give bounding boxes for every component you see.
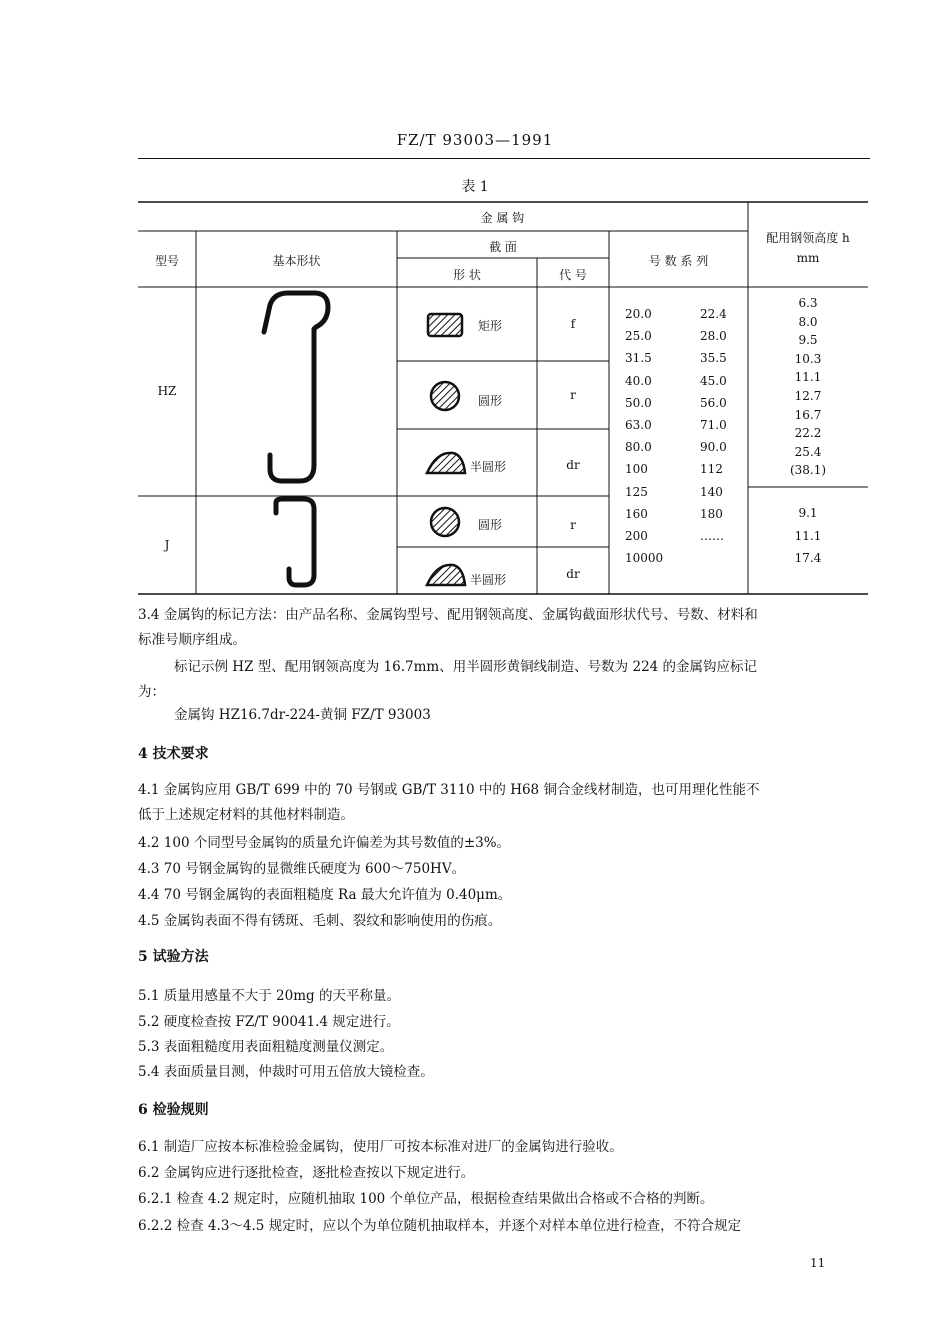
height-value: 11.1 (794, 528, 822, 543)
number-value: 50.0 (625, 395, 652, 410)
section-code-dr-j: dr (566, 567, 580, 581)
col-header-type: 型号 (154, 254, 179, 268)
number-series-left (625, 303, 663, 569)
number-value: 40.0 (625, 373, 652, 388)
clause-4-3: 4.3 70 号钢金属钩的显微维氏硬度为 600～750HV。 (138, 861, 466, 877)
number-value: 31.5 (625, 351, 652, 366)
ring-heights-j (748, 502, 868, 570)
number-value: 10000 (625, 551, 664, 566)
section-4-title: 4 技术要求 (138, 746, 209, 762)
section-code-r-j: r (570, 518, 576, 532)
number-value: 25.0 (625, 329, 652, 344)
j-hook-shape (276, 499, 314, 585)
number-value: 63.0 (625, 418, 652, 433)
marking-example-line2: 为： (138, 684, 165, 700)
clause-5-2: 5.2 硬度检查按 FZ/T 90041.4 规定进行。 (138, 1014, 400, 1030)
number-value: 100 (625, 462, 648, 477)
number-value: 71.0 (700, 418, 727, 433)
section-code-dr: dr (566, 458, 580, 472)
number-value: 180 (700, 506, 723, 521)
height-value: 25.4 (794, 444, 822, 459)
number-value: 56.0 (700, 395, 727, 410)
number-value: 160 (625, 506, 648, 521)
clause-5-3: 5.3 表面粗糙度用表面粗糙度测量仪测定。 (138, 1039, 394, 1055)
clause-4-1-line1: 4.1 金属钩应用 GB/T 699 中的 70 号钢或 GB/T 3110 中的 H68 铜合金线材制造，也可用理化性能不 (138, 782, 760, 798)
section-shape-round: 圆形 (478, 394, 503, 408)
marking-example-line1: 标记示例 HZ 型、配用钢领高度为 16.7mm、用半圆形黄铜线制造、号数为 224 的金属钩应标记 (174, 659, 758, 675)
height-value: 17.4 (794, 551, 822, 565)
clause-5-1: 5.1 质量用感量不大于 20mg 的天平称量。 (138, 988, 400, 1004)
section-shape-round-j: 圆形 (478, 518, 503, 532)
section-5-title: 5 试验方法 (138, 949, 209, 965)
height-value: 9.5 (798, 333, 818, 348)
clause-4-1-line2: 低于上述规定材料的其他材料制造。 (138, 807, 354, 823)
number-value: 20.0 (625, 307, 652, 321)
half-circle-section-icon-j (427, 565, 465, 585)
number-value: 90.0 (700, 440, 727, 455)
number-value: 200 (625, 529, 648, 544)
clause-6-2-1: 6.2.1 检查 4.2 规定时，应随机抽取 100 个单位产品，根据检查结果做出合格或不合格的判断。 (138, 1191, 714, 1207)
col-header-number-series: 号 数 系 列 (648, 254, 709, 268)
number-value: 125 (625, 484, 648, 499)
height-value: 16.7 (794, 407, 822, 422)
marking-example-mark: 金属钩 HZ16.7dr-224-黄铜 FZ/T 93003 (174, 707, 431, 723)
number-value: 28.0 (700, 329, 727, 344)
type-label-hz: HZ (157, 384, 177, 398)
height-value: 12.7 (794, 388, 822, 403)
number-value: 45.0 (700, 373, 727, 388)
col-header-basic-shape: 基本形状 (272, 254, 321, 268)
section-code-r: r (570, 388, 576, 402)
section-code-f: f (570, 317, 576, 331)
col-header-section: 截 面 (489, 240, 517, 254)
number-value: 35.5 (700, 351, 727, 366)
height-value: 11.1 (794, 370, 822, 385)
clause-5-4: 5.4 表面质量目测，仲裁时可用五倍放大镜检查。 (138, 1064, 434, 1080)
circle-section-icon-j (431, 508, 459, 536)
number-value: 140 (700, 484, 723, 499)
height-value: 10.3 (794, 351, 822, 366)
table-group-header: 金 属 钩 (480, 211, 525, 225)
clause-6-2-2: 6.2.2 检查 4.3～4.5 规定时，应以个为单位随机抽取样本，并逐个对样本单位进行检查，不符合规定 (138, 1218, 742, 1234)
height-value: (38.1) (789, 463, 827, 478)
marking-example (138, 655, 868, 705)
ring-heights-hz (748, 294, 868, 480)
number-value: 80.0 (625, 440, 652, 455)
clause-6-2: 6.2 金属钩应进行逐批检查，逐批检查按以下规定进行。 (138, 1165, 475, 1181)
clause-4-1 (138, 778, 868, 828)
col-header-height-unit: mm (796, 251, 820, 265)
clause-4-5: 4.5 金属钩表面不得有锈斑、毛刺、裂纹和影响使用的伤痕。 (138, 913, 502, 929)
number-value: 22.4 (700, 307, 727, 321)
half-circle-section-icon (427, 453, 465, 473)
number-value: 112 (700, 462, 723, 477)
hz-hook-shape (264, 293, 328, 481)
hook-shape-drawings (196, 287, 397, 594)
type-label-j: J (164, 538, 170, 552)
clause-3-4-line2: 标准号顺序组成。 (138, 632, 246, 648)
clause-4-2: 4.2 100 个同型号金属钩的质量允许偏差为其号数值的±3%。 (138, 835, 511, 851)
clause-4-4: 4.4 70 号钢金属钩的表面粗糙度 Ra 最大允许值为 0.40μm。 (138, 887, 512, 903)
cross-section-icons (397, 287, 537, 594)
section-shape-rect: 矩形 (478, 319, 503, 333)
col-header-section-shape: 形 状 (453, 268, 481, 282)
circle-section-icon (431, 382, 459, 410)
clause-3-4 (138, 603, 868, 653)
number-series-right (700, 303, 727, 547)
page-number: 11 (810, 1256, 826, 1270)
clause-6-1: 6.1 制造厂应按本标准检验金属钩，使用厂可按本标准对进厂的金属钩进行验收。 (138, 1139, 623, 1155)
height-value: 22.2 (794, 426, 822, 441)
document-code-header: FZ/T 93003—1991 (396, 131, 554, 149)
section-shape-half-round: 半圆形 (470, 460, 507, 474)
col-header-code: 代 号 (559, 268, 587, 282)
number-value: …… (700, 529, 724, 544)
col-header-ring-height: 配用钢领高度 h (766, 231, 850, 245)
table-title: 表 1 (461, 179, 489, 195)
section-6-title: 6 检验规则 (138, 1102, 209, 1118)
height-value: 8.0 (798, 314, 818, 329)
clause-3-4-line1: 3.4 金属钩的标记方法：由产品名称、金属钩型号、配用钢领高度、金属钩截面形状代号、号数、材料和 (138, 607, 758, 623)
rectangle-section-icon (428, 314, 462, 336)
section-shape-half-round-j: 半圆形 (470, 573, 507, 587)
height-value: 9.1 (798, 506, 818, 520)
height-value: 6.3 (798, 296, 818, 310)
